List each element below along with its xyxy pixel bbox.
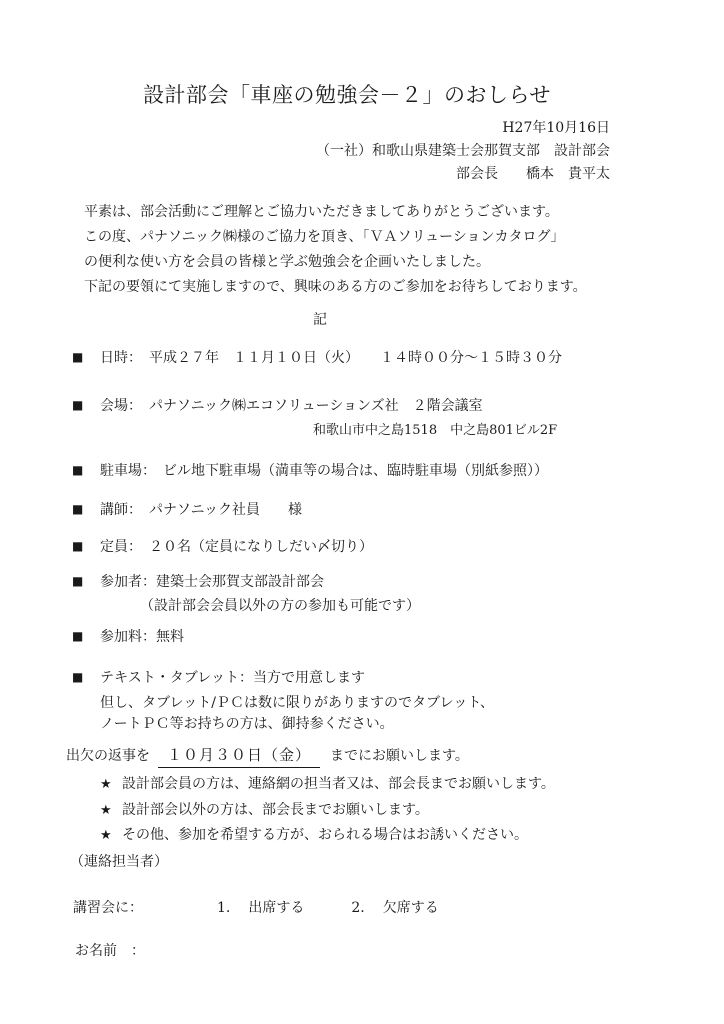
reply-deadline-date: １０月３０日（金） <box>158 744 320 768</box>
header-block <box>0 117 610 186</box>
materials-note: ノートＰＣ等お持ちの方は、御持参ください。 <box>100 716 394 732</box>
star-icon: ★ <box>100 828 112 843</box>
bullet-item-parking <box>72 460 724 482</box>
star-note <box>100 825 724 846</box>
square-bullet-icon: ■ <box>72 629 84 643</box>
greeting-line: の便利な使い方を会員の皆様と学ぶ勉強会を企画いたしました。 <box>84 254 490 270</box>
square-bullet-icon: ■ <box>72 574 84 588</box>
name-field-label: お名前 ： <box>75 943 145 959</box>
square-bullet-icon: ■ <box>72 398 84 412</box>
square-bullet-icon: ■ <box>72 350 84 364</box>
participants-note: （設計部会会員以外の方の参加も可能です） <box>140 598 420 614</box>
absent-option-number: 2. <box>351 900 365 916</box>
square-bullet-icon: ■ <box>72 670 84 684</box>
star-note-text: 設計部会以外の方は、部会長までお願いします。 <box>122 802 429 818</box>
greeting-line: この度、パナソニック㈱様のご協力を頂き、「ＶＡソリューションカタログ」 <box>84 229 565 245</box>
item-text: 講師： パナソニック社員 様 <box>100 502 303 518</box>
item-text: 参加者：建築士会那賀支部設計部会 <box>100 574 324 590</box>
reply-suffix: までにお願いします。 <box>330 748 469 764</box>
square-bullet-icon: ■ <box>72 463 84 477</box>
item-text: 参加料：無料 <box>100 629 184 645</box>
bullet-item-fee <box>72 626 724 648</box>
greeting-paragraph <box>84 200 724 300</box>
bullet-item-datetime <box>72 347 724 369</box>
attend-option-number: 1. <box>217 900 231 916</box>
lecture-label: 講習会に： <box>73 900 143 916</box>
organization-line: （一社）和歌山県建築士会那賀支部 設計部会 <box>316 143 610 159</box>
square-bullet-icon: ■ <box>72 539 84 553</box>
materials-note: 但し、タブレット/ＰＣは数に限りがありますのでタブレット、 <box>100 695 495 711</box>
contact-label: （連絡担当者） <box>70 854 168 870</box>
record-marker: 記 <box>313 312 327 328</box>
reply-prefix: 出欠の返事を <box>66 748 150 764</box>
star-note <box>100 774 724 795</box>
star-note-text: 設計部会員の方は、連絡網の担当者又は、部会長までお願いします。 <box>122 776 555 792</box>
star-icon: ★ <box>100 803 112 818</box>
bullet-item-lecturer <box>72 499 724 521</box>
attend-option-label: 出席する <box>248 900 305 916</box>
reply-deadline-line <box>66 744 724 768</box>
item-text: 定員： ２０名（定員になりしだい〆切り） <box>100 539 373 555</box>
item-text: 駐車場： ビル地下駐車場（満車等の場合は、臨時駐車場（別紙参照）） <box>100 463 548 479</box>
item-text: 日時： 平成２７年 １１月１０日（火） １４時００分～１５時３０分 <box>100 350 562 366</box>
page-title: 設計部会「車座の勉強会－２」のおしらせ <box>143 83 551 107</box>
greeting-line: 平素は、部会活動にご理解とご協力いただきましてありがとうございます。 <box>84 204 559 220</box>
star-note <box>100 800 724 821</box>
greeting-line: 下記の要領にて実施しますので、興味のある方のご参加をお待ちしております。 <box>84 279 587 295</box>
square-bullet-icon: ■ <box>72 502 84 516</box>
star-note-text: その他、参加を希望する方が、おられる場合はお誘いください。 <box>122 827 528 843</box>
doc-date: H27年10月16日 <box>502 120 610 136</box>
absent-option-label: 欠席する <box>382 900 439 916</box>
lecture-attendance-row <box>73 898 724 919</box>
bullet-item-materials <box>72 667 724 689</box>
item-text: テキスト・タブレット：当方で用意します <box>100 670 366 686</box>
bullet-item-participants <box>72 571 724 593</box>
bullet-item-venue <box>72 395 724 417</box>
venue-address: 和歌山市中之島1518 中之島801ビル2F <box>313 423 558 438</box>
bullet-item-capacity <box>72 536 724 558</box>
chairperson-line: 部会長 橋本 貴平太 <box>456 166 610 182</box>
item-text: 会場： パナソニック㈱エコソリューションズ社 ２階会議室 <box>100 398 483 414</box>
star-icon: ★ <box>100 777 112 792</box>
